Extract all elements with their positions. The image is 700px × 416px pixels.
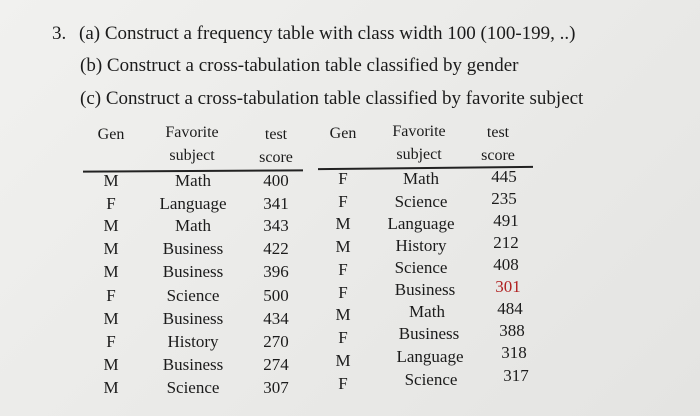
left-score-2: 341 [263, 194, 289, 213]
right-subject-8: Business [398, 324, 460, 343]
left-gen-3: M [103, 216, 119, 235]
left-subject-5: Business [162, 262, 224, 281]
left-gen-2: F [106, 194, 116, 213]
right-gen-4: M [335, 237, 351, 256]
right-score-2: 235 [491, 189, 517, 208]
left-gen-4: M [103, 239, 119, 258]
right-score-7: 484 [497, 299, 523, 318]
left-subject-9: Business [162, 355, 224, 374]
left-subject-3: Math [175, 216, 211, 235]
left-subject-7: Business [162, 309, 224, 328]
right-subject-1: Math [403, 169, 439, 188]
header-gen-right: Gen [329, 125, 357, 142]
header-test-left: test [264, 126, 288, 143]
header-subject-left: subject [169, 147, 215, 164]
header-gen-left: Gen [97, 126, 125, 143]
left-subject-4: Business [162, 239, 224, 258]
left-subject-8: History [167, 332, 219, 351]
right-subject-5: Science [394, 258, 448, 277]
right-score-8: 388 [499, 321, 525, 340]
part-a-label: (a) [79, 23, 101, 44]
left-score-10: 307 [263, 378, 289, 397]
right-score-3: 491 [493, 211, 519, 230]
right-score-5: 408 [493, 255, 519, 274]
part-c-text: Construct a cross-tabulation table classified by favorite subject [105, 88, 584, 109]
right-score-1: 445 [491, 167, 517, 186]
right-score-9: 318 [501, 343, 527, 362]
left-score-1: 400 [263, 171, 289, 190]
part-b-text: Construct a cross-tabulation table classified by gender [106, 55, 519, 76]
left-score-3: 343 [263, 216, 289, 235]
right-subject-7: Math [409, 302, 445, 321]
right-gen-1: F [338, 169, 348, 188]
left-subject-6: Science [166, 286, 220, 305]
left-gen-7: M [103, 309, 119, 328]
right-gen-2: F [338, 192, 348, 211]
left-subject-10: Science [166, 378, 220, 397]
right-subject-10: Science [404, 370, 458, 389]
header-favorite-right: Favorite [392, 123, 446, 140]
left-score-8: 270 [263, 332, 289, 351]
right-gen-5: F [338, 260, 348, 279]
left-score-9: 274 [263, 355, 289, 374]
left-gen-9: M [103, 355, 119, 374]
part-b [80, 56, 518, 75]
problem-number: 3. [52, 23, 67, 44]
left-score-4: 422 [263, 239, 289, 258]
left-gen-10: M [103, 378, 119, 397]
left-gen-8: F [106, 332, 116, 351]
left-subject-1: Math [175, 171, 211, 190]
right-score-10: 317 [503, 366, 529, 385]
left-score-5: 396 [263, 262, 289, 281]
right-score-6: 301 [495, 277, 521, 296]
left-gen-5: M [103, 262, 119, 281]
right-gen-6: F [338, 283, 348, 302]
right-gen-8: F [338, 328, 348, 347]
left-score-7: 434 [263, 309, 289, 328]
right-subject-4: History [395, 236, 447, 255]
right-gen-7: M [335, 305, 351, 324]
right-gen-3: M [335, 214, 351, 233]
header-score-right: score [481, 147, 515, 164]
part-a [79, 24, 576, 43]
left-gen-6: F [106, 286, 116, 305]
header-test-right: test [486, 124, 510, 141]
header-favorite-left: Favorite [165, 124, 219, 141]
right-subject-3: Language [387, 214, 455, 233]
right-subject-6: Business [394, 280, 456, 299]
right-score-4: 212 [493, 233, 519, 252]
left-gen-1: M [103, 171, 119, 190]
right-gen-10: F [338, 374, 348, 393]
part-c [80, 89, 583, 108]
header-subject-right: subject [396, 146, 442, 163]
part-c-label: (c) [80, 88, 102, 109]
right-gen-9: M [335, 351, 351, 370]
left-score-6: 500 [263, 286, 289, 305]
header-score-left: score [259, 149, 293, 166]
right-subject-2: Science [394, 192, 448, 211]
right-subject-9: Language [396, 347, 464, 366]
part-a-text: Construct a frequency table with class width 100 (100-199, ..) [104, 23, 576, 44]
left-subject-2: Language [159, 194, 227, 213]
part-b-label: (b) [80, 55, 103, 76]
